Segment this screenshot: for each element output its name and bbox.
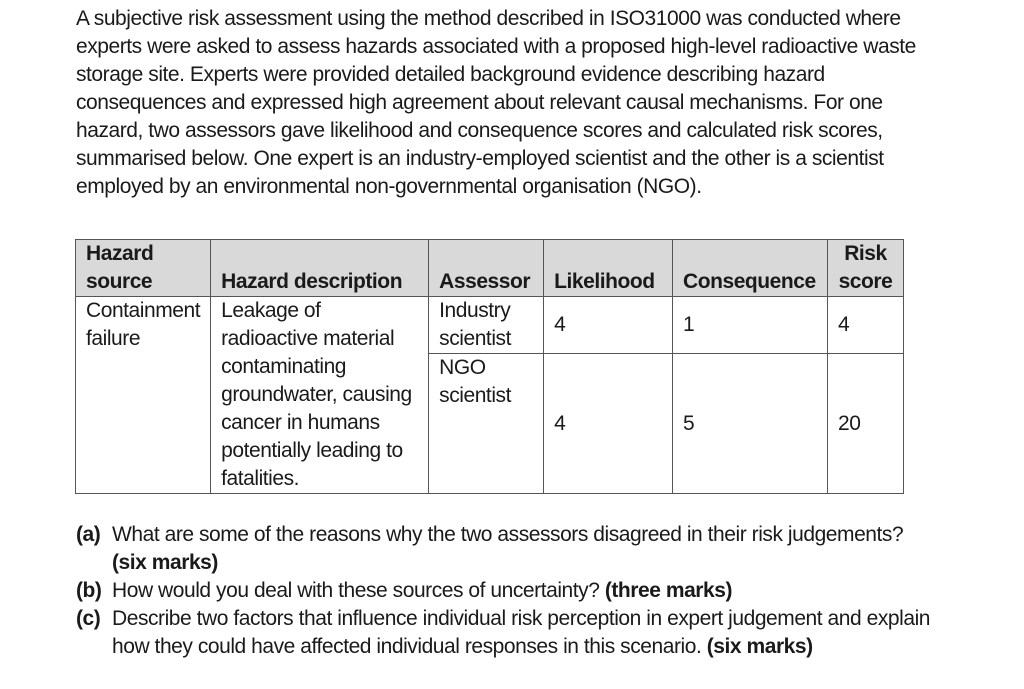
question-marks: (three marks) — [604, 579, 733, 602]
question-list — [76, 521, 936, 661]
cell-assessor: NGO scientist — [429, 354, 544, 494]
table-row — [76, 297, 904, 354]
question-body: Describe two factors that influence individual risk perception in expert judgement and explain how they could have affected individual responses in this scenario. — [112, 607, 931, 658]
cell-likelihood: 4 — [544, 354, 673, 494]
question-marks: (six marks) — [706, 635, 813, 658]
cell-hazard-description: Leakage of radioactive material contaminating groundwater, causing cancer in humans potentially leading to fatalities. — [211, 297, 429, 494]
risk-assessment-table — [75, 239, 904, 494]
header-risk-score: Risk score — [827, 240, 903, 297]
header-consequence: Consequence — [673, 240, 828, 297]
cell-hazard-source: Containment failure — [76, 297, 211, 494]
question-label: (b) — [76, 579, 102, 602]
question-c — [76, 605, 936, 661]
cell-consequence: 5 — [673, 354, 828, 494]
intro-paragraph: A subjective risk assessment using the method described in ISO31000 was conducted where experts were asked to assess hazards associated with a proposed high-level radioactive waste storage site. Experts were provided detailed background evidence describing hazard consequences and expressed high agreement about relevant causal mechanisms. For one hazard, two assessors gave likelihood and consequence scores and calculated risk scores, summarised below. One expert is an industry-employed scientist and the other is a scientist employed by an environmental non-governmental organisation (NGO). — [76, 7, 916, 198]
question-b — [76, 577, 936, 605]
question-label: (c) — [76, 607, 101, 630]
cell-risk-score: 20 — [827, 354, 903, 494]
table-header-row — [76, 240, 904, 297]
question-marks: (six marks) — [112, 551, 218, 574]
question-text — [112, 521, 936, 577]
question-body: What are some of the reasons why the two assessors disagreed in their risk judgements? — [112, 523, 904, 546]
header-hazard-source: Hazard source — [76, 240, 211, 297]
cell-likelihood: 4 — [544, 297, 673, 354]
header-likelihood: Likelihood — [544, 240, 673, 297]
question-text — [112, 605, 936, 661]
header-hazard-description: Hazard description — [211, 240, 429, 297]
header-assessor: Assessor — [429, 240, 544, 297]
question-text — [112, 577, 936, 605]
question-a — [76, 521, 936, 577]
question-label: (a) — [76, 523, 101, 546]
question-body: How would you deal with these sources of uncertainty? — [112, 579, 600, 602]
cell-assessor: Industry scientist — [429, 297, 544, 354]
cell-consequence: 1 — [673, 297, 828, 354]
cell-risk-score: 4 — [827, 297, 903, 354]
